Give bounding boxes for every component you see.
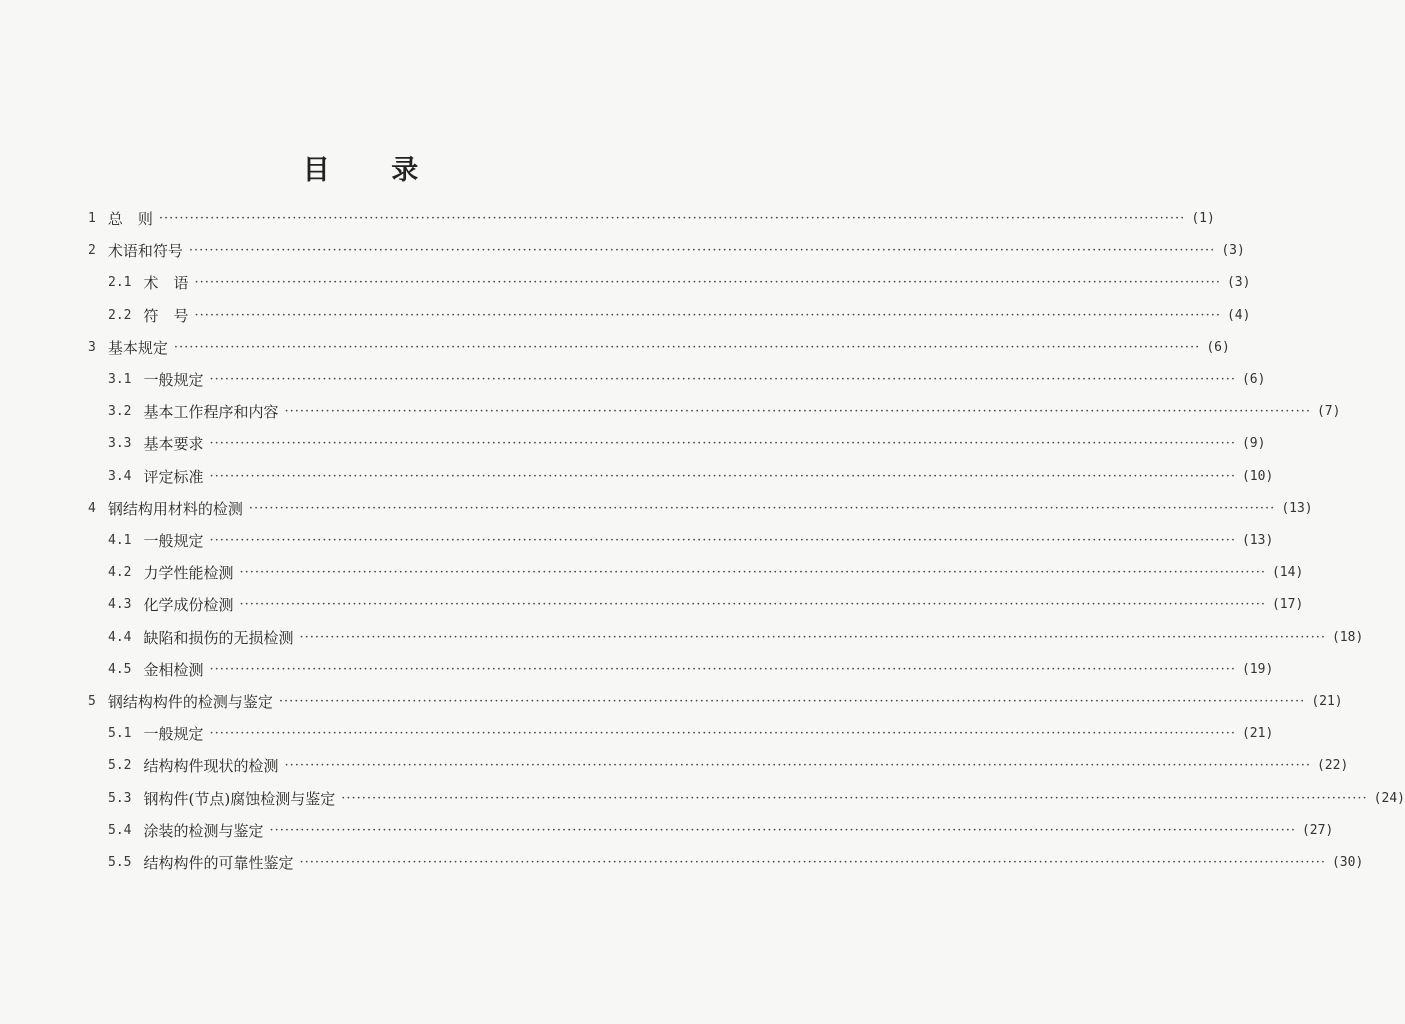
toc-entry[interactable]	[108, 559, 1304, 583]
toc-entry-page: (21)	[1241, 726, 1274, 742]
toc-entry-title: 涂装的检测与鉴定	[143, 821, 264, 840]
toc-entry-title: 一般规定	[143, 532, 204, 550]
toc-leader-dots: ········································································································································································································	[239, 597, 1266, 613]
toc-entry-number: 5.4	[108, 822, 132, 838]
toc-entry-number: 2.2	[108, 307, 132, 323]
toc-entry-page: (4)	[1226, 307, 1251, 323]
toc-entry-number: 4.4	[108, 629, 132, 645]
toc-entry-page: (14)	[1271, 565, 1304, 581]
toc-entry-number: 4.2	[108, 565, 132, 581]
toc-entry-title: 钢结构构件的检测与鉴定	[107, 693, 273, 711]
toc-entry-number: 5.5	[108, 855, 132, 870]
toc-leader-dots: ········································································································································································································	[173, 339, 1201, 355]
toc-entry-title: 缺陷和损伤的无损检测	[143, 628, 294, 647]
toc-entry-title: 钢结构用材料的检测	[107, 499, 243, 518]
toc-entry-page: (10)	[1241, 468, 1274, 484]
toc-leader-dots: ········································································································································································································	[209, 533, 1236, 548]
toc-entry-page: (13)	[1241, 533, 1274, 548]
toc-entry-title: 钢构件(节点)腐蚀检测与鉴定	[143, 789, 336, 808]
toc-entry[interactable]	[88, 205, 1215, 229]
toc-entry[interactable]	[108, 752, 1349, 776]
toc-entry-title: 一般规定	[143, 725, 204, 744]
toc-entry[interactable]	[108, 269, 1251, 293]
toc-leader-dots: ········································································································································································································	[209, 726, 1236, 742]
toc-leader-dots: ········································································································································································································	[248, 500, 1276, 516]
toc-entry[interactable]	[108, 785, 1405, 809]
toc-entry-page: (17)	[1271, 597, 1304, 613]
toc-entry[interactable]	[88, 237, 1245, 261]
toc-entry-number: 4.3	[108, 597, 132, 613]
toc-leader-dots: ········································································································································································································	[299, 629, 1326, 645]
toc-entry-title: 力学性能检测	[143, 564, 234, 583]
toc-entry-page: (6)	[1206, 339, 1230, 355]
toc-entry[interactable]	[88, 334, 1230, 358]
toc-leader-dots: ········································································································································································································	[158, 211, 1186, 226]
toc-entry-title: 术 语	[143, 274, 189, 293]
toc-entry-page: (30)	[1331, 855, 1364, 870]
toc-entry[interactable]	[108, 463, 1274, 487]
toc-entry-page: (3)	[1221, 243, 1245, 259]
toc-entry-page: (22)	[1316, 758, 1349, 774]
toc-entry-number: 5.1	[108, 726, 132, 742]
toc-entry-number: 3.3	[108, 436, 132, 452]
toc-leader-dots: ········································································································································································································	[341, 790, 1368, 806]
toc-entry-page: (27)	[1301, 822, 1334, 838]
toc-leader-dots: ········································································································································································································	[194, 275, 1221, 291]
toc-leader-dots: ········································································································································································································	[239, 565, 1266, 581]
toc-entry-title: 符 号	[143, 306, 189, 325]
toc-leader-dots: ········································································································································································································	[194, 307, 1221, 323]
toc-leader-dots: ········································································································································································································	[284, 758, 1311, 774]
toc-entry-page: (21)	[1311, 694, 1343, 709]
toc-entry-number: 3.4	[108, 468, 132, 484]
toc-entry[interactable]	[88, 495, 1313, 519]
toc-entry-title: 基本规定	[107, 338, 168, 357]
toc-leader-dots: ········································································································································································································	[188, 243, 1216, 259]
toc-entry-number: 4.5	[108, 661, 132, 677]
toc-entry[interactable]	[108, 430, 1266, 454]
toc-leader-dots: ········································································································································································································	[209, 468, 1236, 484]
toc-entry-title: 一般规定	[143, 371, 204, 389]
toc-entry-page: (3)	[1226, 275, 1251, 291]
toc-entry-number: 3.2	[108, 404, 132, 420]
toc-entry-number: 5.2	[108, 758, 132, 774]
toc-entry-page: (7)	[1316, 404, 1341, 420]
toc-entry-title: 结构构件现状的检测	[143, 757, 279, 776]
toc-entry-title: 评定标准	[143, 467, 204, 486]
toc-entry[interactable]	[108, 366, 1266, 390]
toc-leader-dots: ········································································································································································································	[209, 372, 1236, 387]
toc-entry[interactable]	[108, 591, 1304, 615]
toc-entry-page: (6)	[1241, 372, 1266, 387]
toc-entry-title: 基本工作程序和内容	[143, 403, 279, 422]
toc-entry-number: 5.3	[108, 790, 132, 806]
toc-entry-number: 2.1	[108, 275, 132, 291]
toc-entry-title: 总 则	[107, 210, 153, 228]
toc-entry-page: (19)	[1241, 661, 1274, 677]
toc-leader-dots: ········································································································································································································	[269, 822, 1296, 838]
toc-entry[interactable]	[108, 720, 1274, 744]
toc-entry[interactable]	[108, 849, 1364, 873]
toc-entry-number: 4	[88, 500, 96, 516]
toc-entry-title: 金相检测	[143, 660, 204, 679]
toc-entry-title: 基本要求	[143, 435, 204, 454]
toc-entry-title: 结构构件的可靠性鉴定	[143, 854, 294, 872]
toc-entry[interactable]	[108, 817, 1334, 841]
toc-entry-page: (9)	[1241, 436, 1266, 452]
toc-entry[interactable]	[108, 398, 1341, 422]
toc-entry[interactable]	[108, 527, 1274, 551]
toc-entry-number: 5	[88, 694, 96, 709]
page-title: 目 录	[302, 155, 445, 186]
toc-entry-page: (1)	[1191, 211, 1215, 226]
toc-entry-number: 2	[88, 243, 96, 259]
toc-entry-number: 1	[88, 211, 96, 226]
toc-leader-dots: ········································································································································································································	[209, 436, 1236, 452]
toc-leader-dots: ········································································································································································································	[278, 694, 1306, 709]
toc-entry[interactable]	[108, 302, 1251, 326]
toc-entry[interactable]	[88, 688, 1343, 712]
toc-entry-page: (24)	[1373, 790, 1405, 806]
toc-entry-number: 3	[88, 339, 96, 355]
toc-entry-number: 3.1	[108, 372, 132, 387]
toc-leader-dots: ········································································································································································································	[299, 855, 1326, 870]
toc-leader-dots: ········································································································································································································	[209, 661, 1236, 677]
toc-entry-page: (18)	[1331, 629, 1364, 645]
toc-leader-dots: ········································································································································································································	[284, 404, 1311, 420]
toc-entry[interactable]	[108, 624, 1364, 648]
toc-entry-number: 4.1	[108, 533, 132, 548]
toc-entry-page: (13)	[1281, 500, 1313, 516]
toc-entry-title: 术语和符号	[107, 242, 183, 261]
toc-entry[interactable]	[108, 656, 1274, 680]
toc-entry-title: 化学成份检测	[143, 596, 234, 615]
